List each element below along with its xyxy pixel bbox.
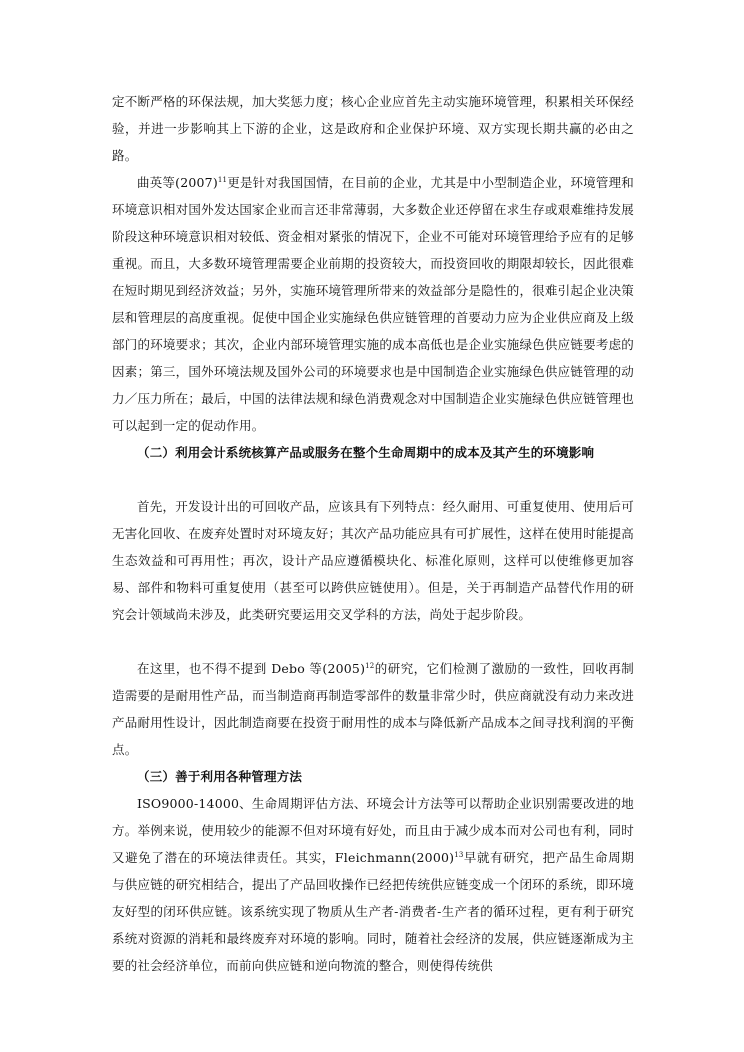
- citation-text: 曲英等(2007): [137, 175, 218, 190]
- footnote-ref-13: 13: [454, 850, 464, 859]
- section-heading-2: [112, 439, 634, 466]
- paragraph-1: 定不断严格的环保法规，加大奖惩力度；核心企业应首先主动实施环境管理，积累相关环保经验，并进一步影响其上下游的企业，这是政府和企业保护环境、双方实现长期共赢的必由之路。: [112, 94, 634, 163]
- paragraph-5-body: 早就有研究，把产品生命周期与供应链的研究相结合，提出了产品回收操作已经把传统供应链变成一个闭环的系统，即环境友好型的闭环供应链。该系统实现了物质从生产者-消费者-生产者的循环过程，更有利于研究系统对资源的消耗和最终废弃对环境的影响。同时，随着社会经济的发展，供应链逐渐成为主要的社会经济单位，而前向供应链和逆向物流的整合，则使得传统供: [112, 850, 634, 973]
- heading-3-text: （三）善于利用各种管理方法: [137, 769, 303, 784]
- paragraph-debo: [112, 655, 634, 763]
- paragraph-3: 首先，开发设计出的可回收产品，应该具有下列特点：经久耐用、可重复使用、使用后可无害化回收、在废弃处置时对环境友好；其次产品功能应具有可扩展性，这样在使用时能提高生态效益和可再用性；再次，设计产品应遵循模块化、标准化原则，这样可以使维修更加容易、部件和物料可重复使用（甚至可以跨供应链使用）。但是，关于再制造产品替代作用的研究会计领域尚未涉及，此类研究要运用交叉学科的方法，尚处于起步阶段。: [112, 499, 634, 622]
- paragraph-iso: [112, 790, 634, 979]
- heading-2-text: （二）利用会计系统核算产品或服务在整个生命周期中的成本及其产生的环境影响: [137, 445, 595, 460]
- paragraph-recycling: [112, 493, 634, 628]
- paragraph-2-body: 更是针对我国国情，在目前的企业，尤其是中小型制造企业，环境管理和环境意识相对国外发达国家企业而言还非常薄弱，大多数企业还停留在求生存或艰难维持发展阶段这种环境意识相对较低、资金相对紧张的情况下，企业不可能对环境管理给予应有的足够重视。而且，大多数环境管理需要企业前期的投资较大，而投资回收的期限却较长，因此很难在短时期见到经济效益；另外，实施环境管理所带来的效益部分是隐性的，很难引起企业决策层和管理层的高度重视。促使中国企业实施绿色供应链管理的首要动力应为企业供应商及上级部门的环境要求；其次，企业内部环境管理实施的成本高低也是企业实施绿色供应链要考虑的因素；第三，国外环境法规及国外公司的环境要求也是中国制造企业实施绿色供应链管理的动力／压力所在；最后，中国的法律法规和绿色消费观念对中国制造企业实施绿色供应链管理也可以起到一定的促动作用。: [112, 175, 634, 433]
- paragraph-4: [112, 655, 634, 763]
- paragraph-4-lead: 在这里，也不得不提到 Debo 等(2005): [137, 661, 366, 676]
- section-heading-3: [112, 763, 634, 790]
- paragraph-continuation: [112, 88, 634, 169]
- paragraph-2: [112, 169, 634, 439]
- footnote-ref-11: 11: [217, 175, 228, 184]
- footnote-ref-12: 12: [365, 661, 375, 670]
- paragraph-5: [112, 790, 634, 979]
- paragraph-qu-ying: [112, 169, 634, 439]
- paragraph-4-body: 的研究，它们检测了激励的一致性，回收再制造需要的是耐用性产品，而当制造商再制造零部件的数量非常少时，供应商就没有动力来改进产品耐用性设计，因此制造商要在投资于耐用性的成本与降低新产品成本之间寻找利润的平衡点。: [112, 661, 634, 757]
- paragraph-5-lead: ISO9000-14000、生命周期评估方法、环境会计方法等可以帮助企业识别需要改进的地方。举例来说，使用较少的能源不但对环境有好处，而且由于减少成本而对公司也有利，同时又避免了潜在的环境法律责任。其实，Fleichmann(2000): [112, 796, 634, 865]
